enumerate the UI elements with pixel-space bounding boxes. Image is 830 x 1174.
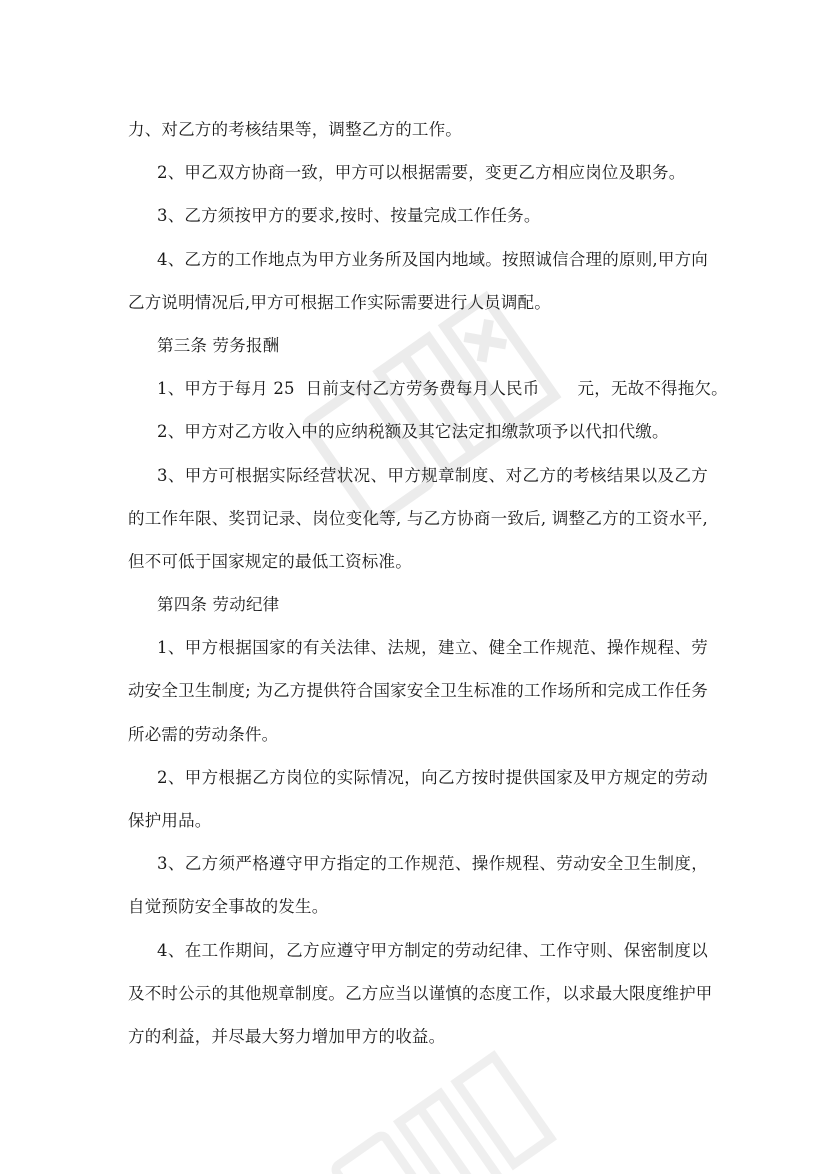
- text-line-20: 4、在工作期间，乙方应遵守甲方制定的劳动纪律、工作守则、保密制度以: [157, 940, 708, 960]
- text-line-22: 方的利益，并尽最大努力增加甲方的收益。: [128, 1026, 446, 1046]
- text-line-5: 乙方说明情况后,甲方可根据工作实际需要进行人员调配。: [128, 292, 551, 312]
- section-heading-4: 第四条 劳动纪律: [157, 595, 280, 615]
- text-line-21: 及不时公示的其他规章制度。乙方应当以谨慎的态度工作，以求最大限度维护甲: [128, 983, 713, 1003]
- text-line-1: 力、对乙方的考核结果等，调整乙方的工作。: [128, 120, 462, 139]
- document-body: [128, 108, 728, 1058]
- text-line-17: 保护用品。: [128, 811, 212, 830]
- text-line-19: 自觉预防安全事故的发生。: [128, 897, 329, 917]
- text-line-4: 4、乙方的工作地点为甲方业务所及国内地域。按照诚信合理的原则,甲方向: [157, 249, 708, 269]
- text-line-18: 3、乙方须严格遵守甲方指定的工作规范、操作规程、劳动安全卫生制度，: [157, 854, 708, 874]
- text-line-14: 动安全卫生制度; 为乙方提供符合国家安全卫生标准的工作场所和完成工作任务: [128, 681, 708, 701]
- text-line-11: 但不可低于国家规定的最低工资标准。: [128, 551, 412, 571]
- text-line-8: 2、甲方对乙方收入中的应纳税额及其它法定扣缴款项予以代扣代缴。: [157, 422, 669, 442]
- text-line-9: 3、甲方可根据实际经营状况、甲方规章制度、对乙方的考核结果以及乙方: [157, 465, 708, 485]
- watermark-seal-icon-lower: [330, 1040, 570, 1174]
- text-line-2: 2、甲乙双方协商一致，甲方可以根据需要，变更乙方相应岗位及职务。: [157, 163, 686, 183]
- text-line-13: 1、甲方根据国家的有关法律、法规，建立、健全工作规范、操作规程、劳: [157, 638, 708, 658]
- text-line-7: 1、甲方于每月 25 日前支付乙方劳务费每月人民币 元，无故不得拖欠。: [157, 379, 728, 399]
- text-line-15: 所必需的劳动条件。: [128, 724, 279, 744]
- text-line-3: 3、乙方须按甲方的要求,按时、按量完成工作任务。: [157, 206, 541, 226]
- section-heading-3: 第三条 劳务报酬: [157, 335, 280, 355]
- text-line-10: 的工作年限、奖罚记录、岗位变化等, 与乙方协商一致后, 调整乙方的工资水平,: [128, 508, 708, 528]
- text-line-16: 2、甲方根据乙方岗位的实际情况，向乙方按时提供国家及甲方规定的劳动: [157, 767, 708, 787]
